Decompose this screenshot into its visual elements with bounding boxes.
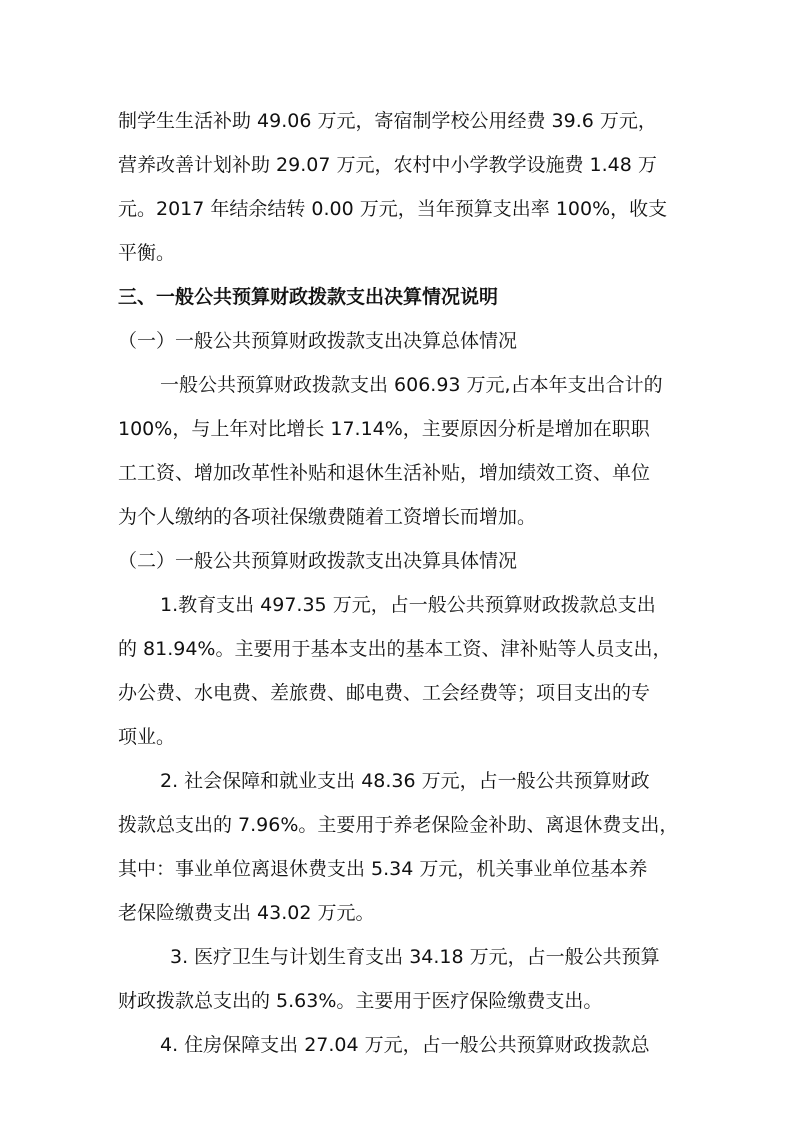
paragraph-line: 制学生生活补助 49.06 万元，寄宿制学校公用经费 39.6 万元， — [118, 110, 657, 132]
paragraph-line: 3. 医疗卫生与计划生育支出 34.18 万元，占一般公共预算 — [170, 946, 660, 968]
paragraph-line: 办公费、水电费、差旅费、邮电费、工会经费等；项目支出的专 — [118, 682, 651, 704]
section-heading: 三、一般公共预算财政拨款支出决算情况说明 — [118, 286, 499, 308]
paragraph-line: 2. 社会保障和就业支出 48.36 万元，占一般公共预算财政 — [160, 770, 650, 792]
paragraph-line: 营养改善计划补助 29.07 万元，农村中小学教学设施费 1.48 万 — [118, 154, 657, 176]
subsection-heading: （二）一般公共预算财政拨款支出决算具体情况 — [118, 550, 518, 572]
paragraph-line: 财政拨款总支出的 5.63%。主要用于医疗保险缴费支出。 — [118, 990, 603, 1012]
paragraph-line: 4. 住房保障支出 27.04 万元，占一般公共预算财政拨款总 — [160, 1034, 650, 1056]
paragraph-line: 拨款总支出的 7.96%。主要用于养老保险金补助、离退休费支出， — [118, 814, 679, 836]
paragraph-line: 工工资、增加改革性补贴和退休生活补贴，增加绩效工资、单位 — [118, 462, 651, 484]
paragraph-line: 一般公共预算财政拨款支出 606.93 万元,占本年支出合计的 — [160, 374, 663, 396]
subsection-heading: （一）一般公共预算财政拨款支出决算总体情况 — [118, 330, 518, 352]
paragraph-line: 老保险缴费支出 43.02 万元。 — [118, 902, 375, 924]
paragraph-line: 1.教育支出 497.35 万元，占一般公共预算财政拨款总支出 — [160, 594, 656, 616]
paragraph-line: 的 81.94%。主要用于基本支出的基本工资、津补贴等人员支出， — [118, 638, 672, 660]
paragraph-line: 平衡。 — [118, 242, 176, 264]
paragraph-line: 为个人缴纳的各项社保缴费随着工资增长而增加。 — [118, 506, 537, 528]
paragraph-line: 其中：事业单位离退休费支出 5.34 万元，机关事业单位基本养 — [118, 858, 648, 880]
paragraph-line: 项业。 — [118, 726, 176, 748]
paragraph-line: 100%，与上年对比增长 17.14%，主要原因分析是增加在职职 — [118, 418, 650, 440]
paragraph-line: 元。2017 年结余结转 0.00 万元，当年预算支出率 100%，收支 — [118, 198, 668, 220]
